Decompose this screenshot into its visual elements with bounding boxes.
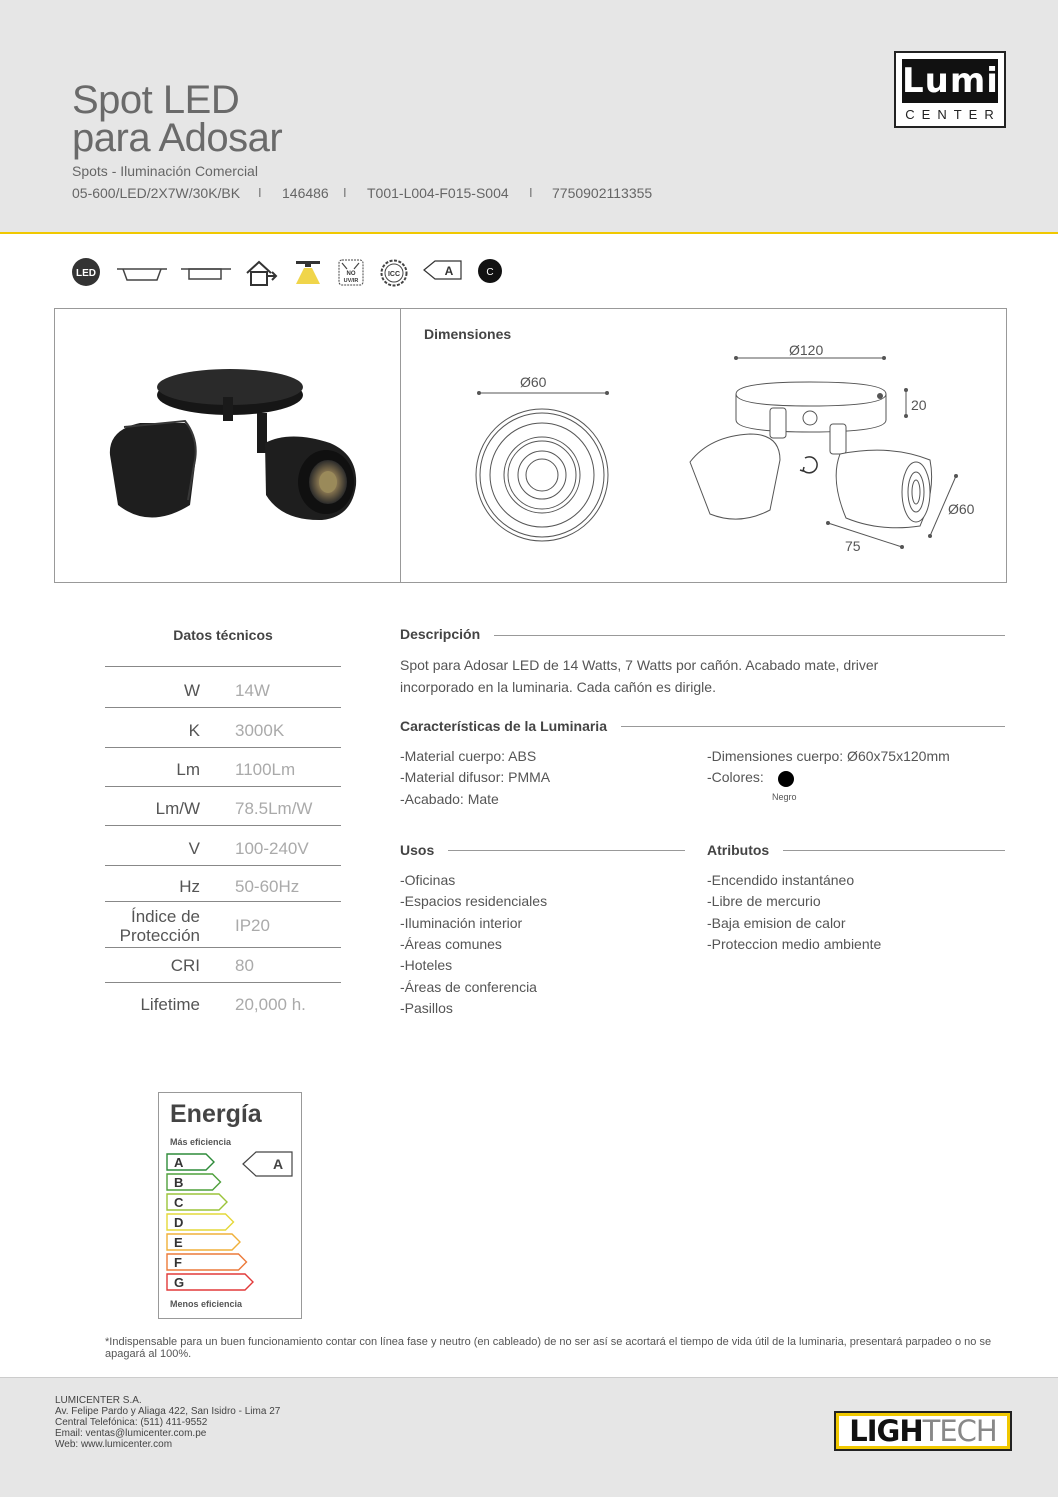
code-separator: I [529, 185, 533, 200]
product-photo [90, 355, 370, 535]
spec-key-line1: Índice de [131, 907, 200, 926]
energy-class-label: F [174, 1255, 182, 1270]
led-icon [71, 258, 101, 286]
spec-key: Lifetime [140, 995, 200, 1014]
led-icon-label: LED [76, 268, 96, 279]
spec-key: W [183, 681, 200, 700]
specs-title: Datos técnicos [173, 627, 273, 643]
energy-class-icon [423, 258, 463, 286]
logo-lumi-text: Lumi [902, 61, 999, 101]
energy-class-g [167, 1274, 253, 1290]
energy-class-a [167, 1154, 214, 1170]
uso-item: -Hoteles [400, 957, 453, 973]
usos-title: Usos [400, 842, 448, 858]
dimensions-title: Dimensiones [424, 326, 512, 342]
energy-class-label: E [174, 1235, 183, 1250]
color-name: Negro [772, 792, 797, 802]
beam-light-icon [294, 258, 322, 286]
spec-key: CRI [170, 956, 200, 975]
spec-value: 78.5Lm/W [235, 799, 313, 818]
spec-value: 50-60Hz [235, 877, 300, 896]
uso-item: -Pasillos [400, 1000, 453, 1016]
product-title-line1: Spot LED [72, 78, 240, 122]
footer-phone: Central Telefónica: (511) 411-9552 [55, 1417, 208, 1428]
uso-item: -Áreas de conferencia [400, 979, 537, 995]
spec-key: K [188, 721, 200, 740]
energy-class-f [167, 1254, 247, 1270]
footnote: *Indispensable para un buen funcionamiento contar con línea fase y neutro (en cableado) de no ser así se acortará el tiempo de vida útil de la luminaria, presentará parpadeo o no se apagará al 100%. [105, 1336, 992, 1360]
product-code-ref: T001-L004-F015-S004 [367, 185, 509, 201]
side-view-drawing [680, 350, 980, 560]
head-diameter-label: Ø60 [948, 501, 975, 517]
description-line1: Spot para Adosar LED de 14 Watts, 7 Watts por cañón. Acabado mate, driver [400, 657, 879, 673]
recessed-trim-icon [117, 258, 167, 286]
surface-frame-icon [181, 258, 231, 286]
char-item: -Material difusor: PMMA [400, 769, 551, 785]
spec-value: IP20 [235, 916, 270, 935]
spec-row-hz [105, 865, 341, 901]
energy-class-label: A [174, 1155, 184, 1170]
energy-class-d [167, 1214, 234, 1230]
lumicenter-logo [894, 51, 1006, 128]
energy-class-label: C [174, 1195, 184, 1210]
footer-address: Av. Felipe Pardo y Aliaga 422, San Isidro - Lima 27 [55, 1406, 281, 1417]
spec-row-lm [105, 747, 341, 786]
product-code-sku: 146486 [282, 185, 329, 201]
atributo-item: -Libre de mercurio [707, 893, 821, 909]
uso-item: -Iluminación interior [400, 915, 523, 931]
char-colors: -Colores: [707, 769, 764, 785]
characteristics-title: Características de la Luminaria [400, 718, 621, 734]
footer-company: LUMICENTER S.A. [55, 1395, 142, 1406]
product-title-line2: para Adosar [72, 116, 283, 160]
head-length-label: 75 [845, 538, 861, 554]
spec-key-line2: Protección [119, 926, 200, 945]
product-code-model: 05-600/LED/2X7W/30K/BK [72, 185, 241, 201]
front-view-drawing [463, 385, 633, 555]
uso-item: -Oficinas [400, 872, 456, 888]
spec-key: V [188, 839, 200, 858]
energy-class-c [167, 1194, 227, 1210]
no-uvir-label-no: NO [346, 271, 356, 277]
char-item: -Acabado: Mate [400, 791, 499, 807]
panel-divider [400, 308, 401, 583]
atributo-item: -Baja emision de calor [707, 915, 846, 931]
energy-class-b [167, 1174, 221, 1190]
spec-key: Hz [179, 877, 200, 896]
spec-row-w [105, 666, 341, 707]
char-dimensions: -Dimensiones cuerpo: Ø60x75x120mm [707, 748, 950, 764]
atributo-item: -Proteccion medio ambiente [707, 936, 882, 952]
atributo-item: -Encendido instantáneo [707, 872, 855, 888]
footer-web: Web: www.lumicenter.com [55, 1439, 173, 1450]
base-diameter-label: Ø120 [789, 342, 824, 358]
code-separator: I [343, 185, 347, 200]
uso-item: -Áreas comunes [400, 936, 502, 952]
energy-rating-arrow [242, 1151, 294, 1177]
uso-item: -Espacios residenciales [400, 893, 548, 909]
front-diameter-label: Ø60 [520, 374, 547, 390]
spec-key: Lm [176, 760, 200, 779]
lightech-logo-part1: LIGH [849, 1414, 923, 1448]
code-separator: I [258, 185, 262, 200]
energy-more-label: Más eficiencia [170, 1137, 232, 1147]
energy-class-label: D [174, 1215, 184, 1230]
c-mark-label: C [486, 267, 494, 278]
spec-key: Lm/W [155, 799, 200, 818]
height-label: 20 [911, 397, 927, 413]
no-uvir-icon [337, 258, 365, 286]
spec-row-cri [105, 947, 341, 982]
logo-center-text: CENTER [905, 107, 1001, 122]
spec-value: 80 [235, 956, 254, 975]
energy-title: Energía [170, 1100, 262, 1128]
product-code-ean: 7750902113355 [552, 185, 653, 201]
spec-value: 14W [235, 681, 270, 700]
spec-value: 3000K [235, 721, 285, 740]
energy-class-icon-label: A [444, 264, 454, 278]
color-swatch-black [778, 771, 794, 787]
spec-row-v [105, 825, 341, 865]
product-category: Spots - Iluminación Comercial [72, 163, 258, 179]
energy-class-label: G [174, 1275, 185, 1290]
description-line2: incorporado en la luminaria. Cada cañón es dirigle. [400, 679, 716, 695]
char-item: -Material cuerpo: ABS [400, 748, 537, 764]
c-mark-icon [477, 258, 505, 286]
spec-row-lifetime [105, 982, 341, 1022]
energy-class-label: B [174, 1175, 184, 1190]
lightech-logo [834, 1411, 1012, 1451]
footer-email: Email: ventas@lumicenter.com.pe [55, 1428, 207, 1439]
icc-label: ICC [387, 271, 401, 278]
spec-row-ip [105, 901, 341, 947]
spec-value: 100-240V [235, 839, 309, 858]
spec-value: 20,000 h. [235, 995, 306, 1014]
icc-icon [379, 258, 409, 286]
spec-row-lmw [105, 786, 341, 825]
energy-rating-value: A [272, 1156, 284, 1172]
energy-less-label: Menos eficiencia [170, 1299, 243, 1309]
energy-class-e [167, 1234, 240, 1250]
spec-value: 1100Lm [235, 760, 296, 779]
no-uvir-label-uvir: UV/IR [343, 278, 359, 284]
lightech-logo-part2: TECH [922, 1414, 997, 1448]
description-title: Descripción [400, 626, 494, 642]
atributos-title: Atributos [707, 842, 783, 858]
indoor-home-icon [244, 258, 278, 286]
spec-row-k [105, 707, 341, 747]
